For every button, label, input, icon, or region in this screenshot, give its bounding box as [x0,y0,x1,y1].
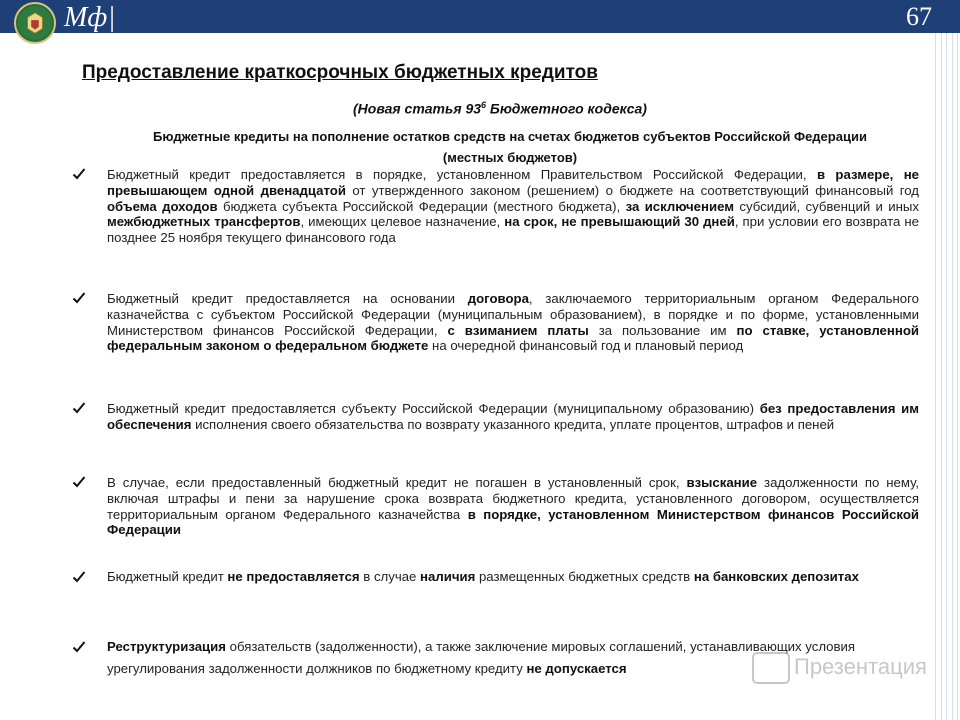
page-number: 67 [906,2,932,31]
emblem-icon [14,2,56,44]
list-item-text: В случае, если предоставленный бюджетный кредит не погашен в установленный срок, взыскание задолженности по нему, включая штрафы и пени за нарушение срока возврата бюджетного кредита, установленного договором, осуществляется территориальным органом Федерального казначейства в порядке, установленном Министерством финансов Российской Федерации [107,475,919,538]
checkmark-icon [72,640,86,654]
presentation-icon [752,652,790,684]
list-item-text: Бюджетный кредит предоставляется в порядке, установленном Правительством Российской Федерации, в размере, не превышающем одной двенадцатой от утвержденного законом (решением) о бюджете на соответствующий финансовый год объема доходов бюджета субъекта Российской Федерации (местного бюджета), за исключением субсидий, субвенций и иных межбюджетных трансфертов, имеющих целевое назначение, на срок, не превышающий 30 дней, при условии его возврата не позднее 25 ноября текущего финансового года [107,167,920,246]
watermark: Презентация [752,652,927,684]
brand-logo-text: Мф| [64,2,115,33]
checkmark-icon [72,401,86,415]
checkmark-icon [72,291,86,305]
header-bar [0,0,960,33]
checkmark-icon [72,570,86,584]
list-item-text: Бюджетный кредит не предоставляется в случае наличия размещенных бюджетных средств на банковских депозитах [107,569,859,584]
checkmark-icon [72,475,86,489]
section-heading: Бюджетные кредиты на пополнение остатков средств на счетах бюджетов субъектов Российской Федерации (местных бюджетов) [153,129,867,165]
list-item-text: Бюджетный кредит предоставляется на основании договора, заключаемого территориальным органом Федерального казначейства с субъектом Российской Федерации (муниципальным образованием), в порядке и по форме, установленными Министерством финансов Российской Федерации, с взиманием платы за пользование им по ставке, установленной федеральным законом о федеральном бюджете на очередной финансовый год и плановый период [107,291,919,354]
checkmark-icon [72,167,86,181]
slide-subtitle: (Новая статья $93^6$ Бюджетного кодекса) [353,100,647,117]
list-item-text: Реструктуризация обязательств (задолженности), а также заключение мировых соглашений, устанавливающих условия урегулирования задолженности должников по бюджетному кредиту не допускается [107,639,856,676]
list-item-text: Бюджетный кредит предоставляется субъекту Российской Федерации (муниципальному образованию) без предоставления им обеспечения исполнения своего обязательства по возврату указанного кредита, уплате процентов, штрафов и пеней [107,401,919,432]
slide-title: Предоставление краткосрочных бюджетных кредитов [82,62,598,83]
